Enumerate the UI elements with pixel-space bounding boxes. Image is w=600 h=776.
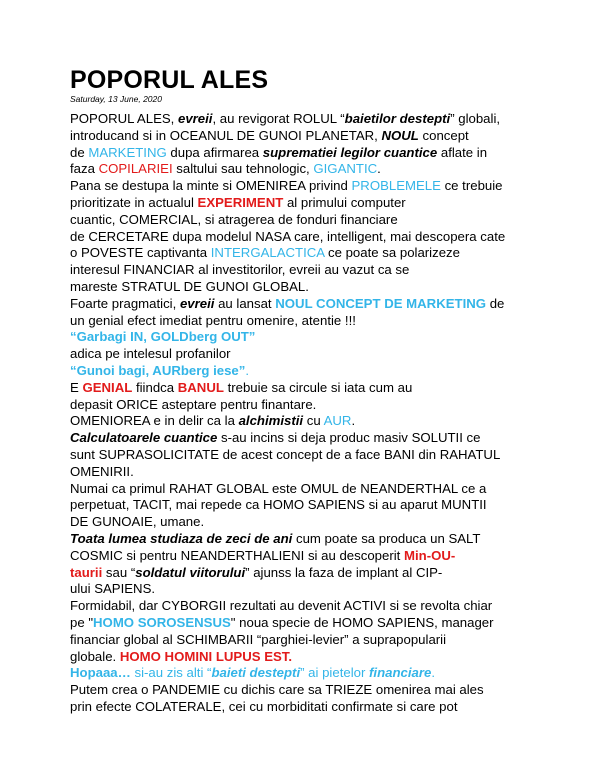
text-line (70, 128, 532, 145)
text-run: " (88, 614, 94, 630)
text-run: concept (418, 127, 469, 143)
text-run: ORICE (116, 396, 158, 412)
text-run: de (70, 228, 89, 244)
text-line (70, 279, 532, 296)
text-run: NEANDERTHALIENI (180, 547, 305, 563)
text-run: depasit (70, 396, 117, 412)
text-run: este (268, 480, 301, 496)
text-run: " (230, 614, 236, 630)
text-run: ce poate sa polarizeze (324, 245, 460, 261)
text-run: NASA (255, 228, 291, 244)
text-run: care, intelligent, mai descopera cate (290, 228, 506, 244)
text-run: , (170, 111, 178, 126)
text-line (70, 565, 532, 582)
text-run: ului (70, 581, 95, 597)
text-run: SAPIENS (94, 581, 152, 597)
text-line (70, 245, 532, 262)
text-run: noua specie de (235, 614, 333, 630)
text-line (70, 145, 532, 162)
text-run: perpetuat, (70, 497, 133, 513)
text-run: trebuie sa circule si iata cum au (223, 379, 413, 395)
text-run: NOUL (381, 127, 419, 143)
text-line (70, 262, 532, 279)
text-run: “ (336, 111, 345, 126)
text-run: si au aparut (364, 497, 442, 513)
text-line (70, 195, 532, 212)
text-run: BANI (383, 446, 415, 462)
text-run: ACTIVI (343, 598, 386, 614)
text-run: evreii (178, 111, 213, 126)
text-run: DE GUNOAIE (70, 514, 153, 530)
text-run: MUNTII (441, 497, 487, 513)
text-run: financiare (369, 665, 432, 681)
text-run: TRIEZE (325, 682, 373, 698)
text-run: manager (437, 614, 494, 630)
text-run: . (305, 278, 309, 294)
text-line (70, 682, 532, 699)
text-run: ce a (457, 480, 487, 496)
text-run: dupa modelul (168, 228, 256, 244)
text-line (70, 615, 532, 632)
text-run: soldatul viitorului (135, 564, 246, 580)
text-run: ” globali, (450, 111, 501, 126)
text-run: Min-OU- (403, 547, 456, 563)
text-run: sau “ (102, 564, 136, 580)
text-run: SALT (448, 530, 481, 546)
article-title: POPORUL ALES (70, 66, 269, 94)
text-line (70, 329, 532, 346)
text-line (70, 363, 532, 380)
text-run: E (70, 379, 83, 395)
text-run: . (130, 463, 134, 479)
text-run: MARKETING (88, 144, 167, 160)
text-run: COMERCIAL (119, 211, 198, 227)
text-run: rezultati au devenit (226, 598, 344, 614)
text-run: baieti destepti (211, 665, 301, 681)
text-run: prin efecte (70, 698, 136, 714)
text-run: s-au incins si deja produc masiv (217, 430, 412, 446)
text-run: STRATUL DE GUNOI GLOBAL (121, 278, 306, 294)
text-run: baietilor destepti (344, 111, 451, 126)
text-line (70, 430, 532, 447)
text-run: COPILARIEI (98, 161, 173, 177)
text-run: Formidabil, dar (70, 598, 162, 614)
text-run: OCEANUL DE GUNOI PLANETAR (169, 127, 375, 143)
text-run: omenirea mai ales (372, 682, 484, 698)
text-line (70, 699, 532, 716)
text-run: , au revigorat (212, 111, 294, 126)
text-run: cum poate sa produca un (292, 530, 449, 546)
text-run: si au descoperit (304, 547, 404, 563)
text-line (70, 380, 532, 397)
text-run: HOMO SAPIENS (263, 497, 365, 513)
text-line (70, 397, 532, 414)
text-run: POPORUL ALES (70, 111, 171, 126)
text-run: , mai repede ca (168, 497, 264, 513)
text-run: din (414, 446, 440, 462)
text-run: OMUL de NEANDERTHAL (300, 480, 458, 496)
text-line (70, 161, 532, 178)
text-run: . (377, 161, 381, 177)
text-run: prioritizate in actualul (70, 194, 198, 210)
text-run: . (151, 581, 156, 597)
text-run: adica pe intelesul profanilor (70, 346, 231, 362)
text-run: SOLUTII (411, 430, 463, 446)
text-run: cu dichis care sa (220, 682, 326, 698)
text-run: ” ajunss la faza de implant al (245, 564, 416, 580)
text-run: HOMO SOROSENSUS (93, 614, 231, 630)
text-run: NOUL CONCEPT DE MARKETING (275, 295, 487, 311)
article (70, 66, 532, 716)
text-run: ce (462, 430, 481, 446)
text-run: EXPERIMENT (197, 194, 284, 210)
text-run: “parghiei-levier” a suprapopularii (253, 631, 447, 647)
text-run: ” ai pietelor (300, 665, 370, 681)
text-line (70, 447, 532, 464)
text-run: COLATERALE (135, 698, 222, 714)
text-line (70, 497, 532, 514)
text-run: OMENIREA (235, 178, 306, 194)
text-line (70, 313, 532, 330)
text-run: captivanta (143, 245, 211, 261)
text-run: privind (305, 178, 352, 194)
text-run: RAHAT GLOBAL (168, 480, 269, 496)
text-run: un genial efect imediat pentru omenire, atentie !!! (70, 312, 356, 328)
text-run: POVESTE (81, 245, 144, 261)
text-run: HOMO HOMINI LUPUS EST. (119, 648, 293, 664)
text-line (70, 413, 532, 430)
text-line (70, 296, 532, 313)
text-line (70, 178, 532, 195)
text-run: suprematiei legilor cuantice (262, 144, 438, 160)
text-run: COSMIC (70, 547, 123, 563)
text-run: pe (70, 614, 89, 630)
text-run: al primului computer (283, 194, 406, 210)
text-line (70, 111, 532, 128)
text-line (70, 212, 532, 229)
text-run: AUR (323, 413, 352, 429)
text-run: de acest concept de a face (219, 446, 384, 462)
text-run: fiindca (132, 379, 178, 395)
text-run: . (245, 362, 250, 378)
text-run: dupa afirmarea (166, 144, 263, 160)
text-line (70, 598, 532, 615)
text-run: OMENIOREA (70, 413, 150, 429)
text-run: introducand si in (70, 127, 170, 143)
text-run: SUPRASOLICITATE (98, 446, 220, 462)
text-run: Numai ca primul (70, 480, 169, 496)
text-run: au lansat (214, 295, 276, 311)
text-run: CYBORGII (161, 598, 227, 614)
text-run: globale. (70, 648, 120, 664)
text-run: INTERGALACTICA (210, 245, 325, 261)
text-run: GIGANTIC (313, 161, 378, 177)
text-run: alchimistii (238, 413, 304, 429)
text-run: de (486, 295, 505, 311)
text-run: o (70, 245, 81, 261)
text-run: Putem crea o (70, 682, 153, 698)
text-run: faza (70, 161, 99, 177)
text-run: FINANCIAR (123, 262, 195, 278)
text-run: OMENIRII (70, 463, 131, 479)
text-line (70, 346, 532, 363)
text-run: Pana se destupa la minte si (70, 178, 236, 194)
text-run: asteptare pentru finantare. (157, 396, 317, 412)
text-line (70, 464, 532, 481)
text-run: saltului sau tehnologic, (172, 161, 314, 177)
text-run: SCHIMBARII (176, 631, 254, 647)
text-run: interesul (70, 262, 124, 278)
text-run: TACIT (132, 497, 169, 513)
text-run: e in delir ca la (149, 413, 239, 429)
text-run: HOMO SAPIENS, (332, 614, 438, 630)
text-run: sunt (70, 446, 99, 462)
text-run: PANDEMIE (152, 682, 220, 698)
text-run: evreii (179, 295, 215, 311)
text-run: . (431, 665, 435, 681)
text-run: financiar global al (70, 631, 177, 647)
text-run: , umane. (152, 514, 205, 530)
text-run: , (374, 127, 382, 143)
text-run: ce trebuie (440, 178, 503, 194)
text-run: si pentru (122, 547, 181, 563)
text-run: al investitorilor, evreii au vazut ca se (194, 262, 410, 278)
text-line (70, 649, 532, 666)
text-line (70, 665, 532, 682)
text-line (70, 632, 532, 649)
text-run: GENIAL (82, 379, 133, 395)
text-line (70, 548, 532, 565)
text-run: “Gunoi bagi, AURberg iese” (70, 362, 246, 378)
text-run: si se revolta chiar (385, 598, 493, 614)
text-run: CERCETARE (88, 228, 169, 244)
text-run: Toata lumea studiaza de zeci de ani (70, 530, 293, 546)
text-run: taurii (70, 564, 103, 580)
text-run: - (437, 564, 443, 580)
text-run: PROBLEMELE (351, 178, 441, 194)
text-run: cuantic, (70, 211, 120, 227)
article-body (70, 111, 532, 716)
text-run: ROLUL (293, 111, 337, 126)
text-run: Foarte pragmatici, (70, 295, 180, 311)
text-run: Hopaaa… (70, 665, 131, 681)
text-line (70, 514, 532, 531)
text-run: CIP (415, 564, 438, 580)
article-date: Saturday, 13 June, 2020 (70, 94, 162, 104)
text-line (70, 581, 532, 598)
text-line (70, 481, 532, 498)
text-run: mareste (70, 278, 122, 294)
text-run: aflate in (437, 144, 488, 160)
text-run: si-au zis alti “ (130, 665, 212, 681)
text-run: , cei cu morbiditati confirmate si care pot (221, 698, 458, 714)
text-run: cu (303, 413, 324, 429)
text-run: BANUL (177, 379, 224, 395)
text-run: Calculatoarele cuantice (70, 430, 218, 446)
text-run: de (70, 144, 89, 160)
text-run: RAHATUL (439, 446, 501, 462)
text-run: , si atragerea de fonduri financiare (197, 211, 398, 227)
text-run: . (351, 413, 356, 429)
text-line (70, 531, 532, 548)
text-run: “Garbagi IN, GOLDberg OUT” (70, 329, 256, 345)
text-line (70, 229, 532, 246)
